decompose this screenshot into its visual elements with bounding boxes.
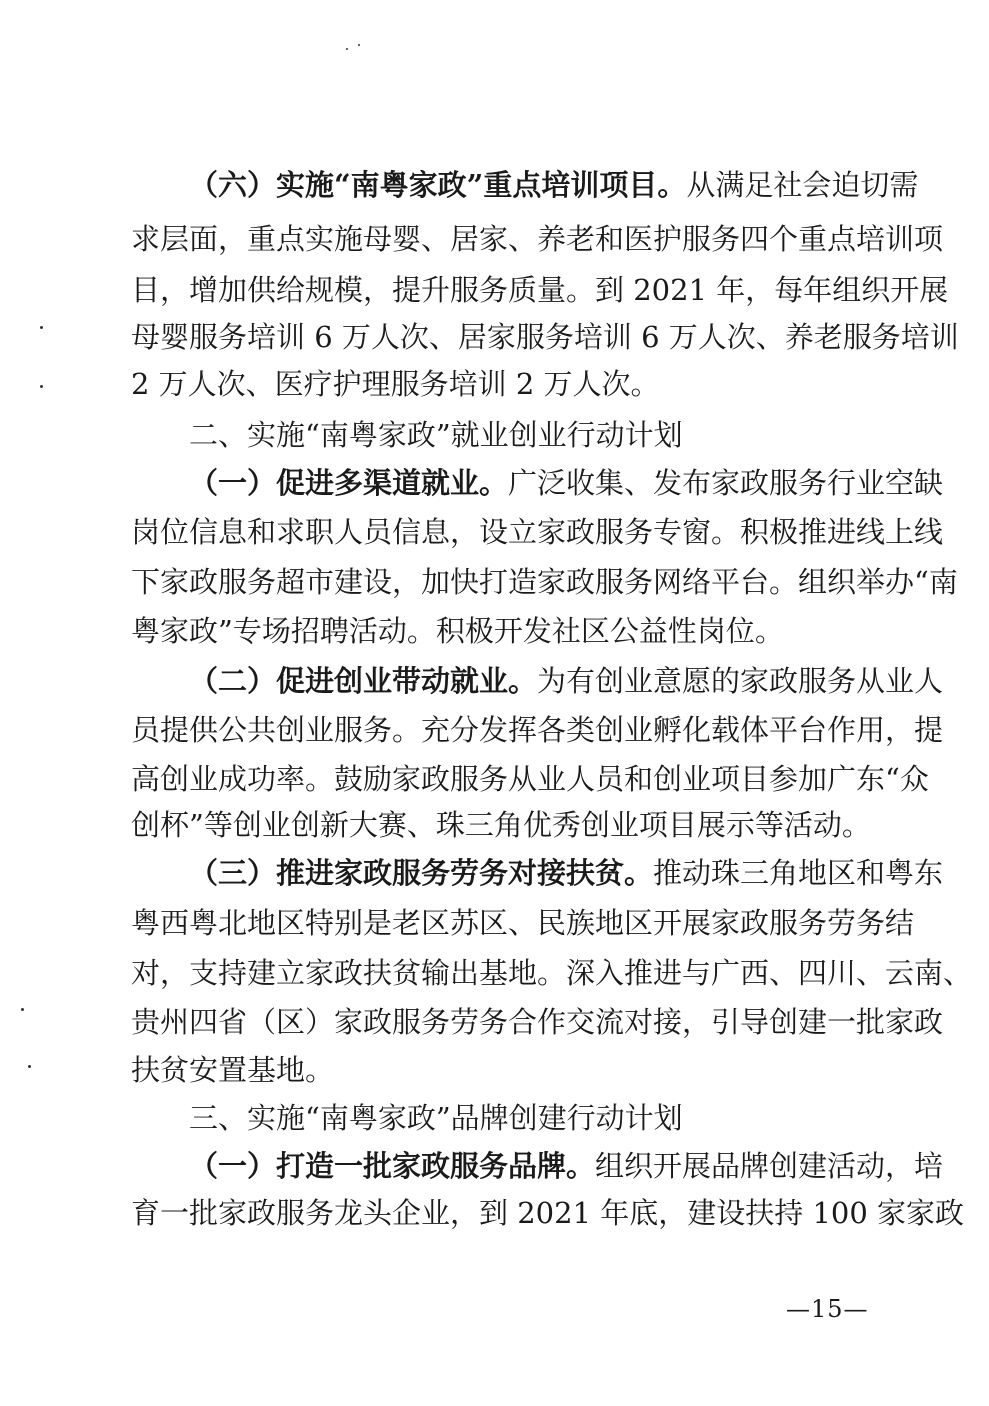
paragraph-2-1-line-1: （一）促进多渠道就业。广泛收集、发布家政服务行业空缺 (189, 466, 944, 500)
paragraph-2-3-line-1: （三）推进家政服务劳务对接扶贫。推动珠三角地区和粤东 (189, 856, 944, 890)
paragraph-6-line-2: 求层面，重点实施母婴、居家、养老和医护服务四个重点培训项 (131, 222, 944, 256)
scan-speck (21, 1008, 24, 1011)
scan-speck (358, 44, 360, 46)
paragraph-2-2-line-2: 员提供公共创业服务。充分发挥各类创业孵化载体平台作用，提 (131, 713, 944, 747)
scan-speck (40, 385, 43, 388)
paragraph-2-3-line-2: 粤西粤北地区特别是老区苏区、民族地区开展家政服务劳务结 (131, 906, 915, 940)
section-heading-2: 二、实施“南粤家政”就业创业行动计划 (189, 418, 683, 452)
paragraph-2-3-line-5: 扶贫安置基地。 (131, 1053, 335, 1087)
paragraph-6-line-3: 目，增加供给规模，提升服务质量。到 2021 年，每年组织开展 (131, 273, 949, 307)
paragraph-2-1-line-4: 粤家政”专场招聘活动。积极开发社区公益性岗位。 (131, 614, 784, 648)
section-heading-3: 三、实施“南粤家政”品牌创建行动计划 (189, 1101, 683, 1135)
page-number: —15— (786, 1295, 869, 1323)
paragraph-2-1-lead: （一）促进多渠道就业。 (189, 466, 509, 500)
paragraph-2-3-line-4: 贵州四省（区）家政服务劳务合作交流对接，引导创建一批家政 (131, 1005, 944, 1039)
paragraph-6-lead: （六）实施“南粤家政”重点培训项目。 (189, 168, 687, 202)
scan-speck (28, 1065, 31, 1068)
paragraph-3-1-lead: （一）打造一批家政服务品牌。 (189, 1149, 596, 1183)
paragraph-2-2-line-1: （二）促进创业带动就业。为有创业意愿的家政服务从业人 (189, 664, 944, 698)
paragraph-2-2-line-3: 高创业成功率。鼓励家政服务从业人员和创业项目参加广东“众 (131, 762, 929, 796)
paragraph-3-1-line-2: 育一批家政服务龙头企业，到 2021 年底，建设扶持 100 家家政 (131, 1196, 965, 1230)
paragraph-6-line-4: 母婴服务培训 6 万人次、居家服务培训 6 万人次、养老服务培训 (131, 320, 959, 354)
paragraph-6-line-1: （六）实施“南粤家政”重点培训项目。从满足社会迫切需 (189, 168, 919, 202)
paragraph-2-1-line-3: 下家政服务超市建设，加快打造家政服务网络平台。组织举办“南 (131, 565, 958, 599)
scan-speck (346, 48, 348, 50)
paragraph-2-1-line-2: 岗位信息和求职人员信息，设立家政服务专窗。积极推进线上线 (131, 515, 944, 549)
paragraph-3-1-line-1: （一）打造一批家政服务品牌。组织开展品牌创建活动，培 (189, 1149, 944, 1183)
paragraph-2-3-lead: （三）推进家政服务劳务对接扶贫。 (189, 856, 654, 890)
paragraph-2-2-lead: （二）促进创业带动就业。 (189, 664, 538, 698)
paragraph-2-2-line-4: 创杯”等创业创新大赛、珠三角优秀创业项目展示等活动。 (131, 808, 871, 842)
scan-speck (40, 326, 43, 329)
paragraph-6-line-5: 2 万人次、医疗护理服务培训 2 万人次。 (131, 367, 660, 401)
paragraph-2-3-line-3: 对，支持建立家政扶贫输出基地。深入推进与广西、四川、云南、 (131, 956, 973, 990)
